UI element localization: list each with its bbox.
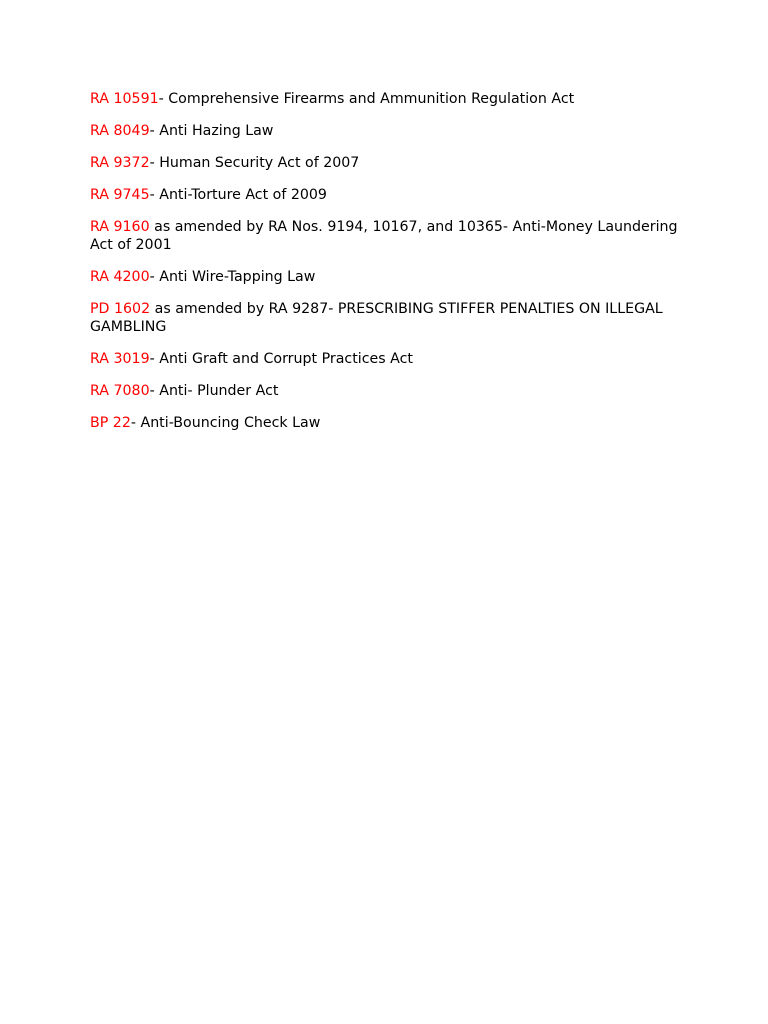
law-item (90, 122, 690, 140)
law-item (90, 186, 690, 204)
law-description: - Anti- Plunder Act (149, 383, 279, 399)
law-description: - Anti-Bouncing Check Law (130, 415, 321, 431)
law-item (90, 300, 690, 336)
law-code: PD 1602 (90, 301, 151, 317)
law-item (90, 414, 690, 432)
law-code: RA 8049 (90, 123, 150, 139)
law-code: RA 7080 (90, 383, 150, 399)
law-description: as amended by RA Nos. 9194, 10167, and 10365- Anti-Money Laundering Act of 2001 (90, 219, 678, 253)
law-item (90, 268, 690, 286)
law-item (90, 154, 690, 172)
law-description: - Human Security Act of 2007 (149, 155, 360, 171)
law-code: RA 9745 (90, 187, 150, 203)
law-description: - Anti Hazing Law (149, 123, 274, 139)
law-description: - Anti Wire-Tapping Law (149, 269, 316, 285)
law-code: RA 9372 (90, 155, 150, 171)
law-description: - Anti Graft and Corrupt Practices Act (149, 351, 413, 367)
law-item (90, 218, 690, 254)
law-code: RA 3019 (90, 351, 150, 367)
law-item (90, 90, 690, 108)
law-item (90, 350, 690, 368)
law-list (90, 90, 690, 446)
law-code: BP 22 (90, 415, 131, 431)
law-item (90, 382, 690, 400)
law-description: - Comprehensive Firearms and Ammunition Regulation Act (158, 91, 575, 107)
law-description: as amended by RA 9287- PRESCRIBING STIFFER PENALTIES ON ILLEGAL GAMBLING (90, 301, 663, 335)
law-code: RA 4200 (90, 269, 150, 285)
law-code: RA 9160 (90, 219, 150, 235)
law-description: - Anti-Torture Act of 2009 (149, 187, 327, 203)
law-code: RA 10591 (90, 91, 159, 107)
